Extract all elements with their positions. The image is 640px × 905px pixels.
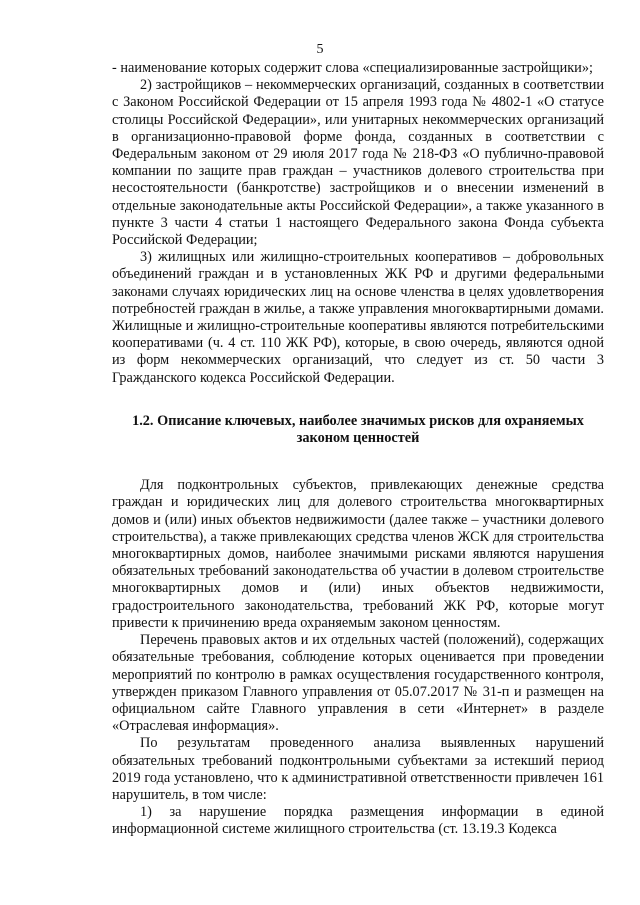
paragraph-list-continuation: - наименование которых содержит слова «специализированные застройщики»; xyxy=(112,60,593,76)
paragraph-violation-item-1: 1) за нарушение порядка размещения информации в единой информационной системе жилищного строительства (ст. 13.19.3 Кодекса xyxy=(112,804,604,838)
paragraph-item-3: 3) жилищных или жилищно-строительных кооперативов – добровольных объединений граждан и в установленных ЖК РФ и другими федеральными законами случаях юридических лиц на основе членства в целях удовлетворения потребностей граждан в жилье, а также управления многоквартирными домами. Жилищные и жилищно-строительные кооперативы являются потребительскими кооперативами (ч. 4 ст. 110 ЖК РФ), которые, в свою очередь, являются одной из форм некоммерческих организаций, что следует из ст. 50 части 3 Гражданского кодекса Российской Федерации. xyxy=(112,249,604,386)
section-heading: 1.2. Описание ключевых, наиболее значимых рисков для охраняемых законом ценностей xyxy=(132,412,584,447)
document-body xyxy=(112,60,604,839)
paragraph-risks: Для подконтрольных субъектов, привлекающих денежные средства граждан и юридических лиц для долевого строительства многоквартирных домов и (или) иных объектов недвижимости (далее также – участники долевого строительства), а также привлекающих средства членов ЖСК для строительства многоквартирных домов, наиболее значимыми рисками являются нарушения обязательных требований законодательства об участии в долевом строительстве многоквартирных домов и (или) иных объектов недвижимости, градостроительного законодательства, требований ЖК РФ, которые могут привести к причинению вреда охраняемым законом ценностям. xyxy=(112,477,604,631)
paragraph-legal-acts: Перечень правовых актов и их отдельных частей (положений), содержащих обязательные требования, соблюдение которых оценивается при проведении мероприятий по контролю в рамках осуществления государственного контроля, утвержден приказом Главного управления от 05.07.2017 № 31-п и размещен на официальном сайте Главного управления в сети «Интернет» в разделе «Отраслевая информация». xyxy=(112,632,604,735)
page-number: 5 xyxy=(316,42,324,57)
paragraph-results: По результатам проведенного анализа выявленных нарушений обязательных требований подконтрольными субъектами за истекший период 2019 года установлено, что к административной ответственности привлечен 161 нарушитель, в том числе: xyxy=(112,735,604,803)
paragraph-item-2: 2) застройщиков – некоммерческих организаций, созданных в соответствии с Законом Российской Федерации от 15 апреля 1993 года № 4802-1 «О статусе столицы Российской Федерации», или унитарных некоммерческих организаций в организационно-правовой форме фонда, созданных в соответствии с Федеральным законом от 29 июля 2017 года № 218-ФЗ «О публично-правовой компании по защите прав граждан – участников долевого строительства при несостоятельности (банкротстве) застройщиков и о внесении изменений в отдельные законодательные акты Российской Федерации», а также указанного в пункте 3 части 4 статьи 1 настоящего Федерального закона Фонда субъекта Российской Федерации; xyxy=(112,77,604,249)
